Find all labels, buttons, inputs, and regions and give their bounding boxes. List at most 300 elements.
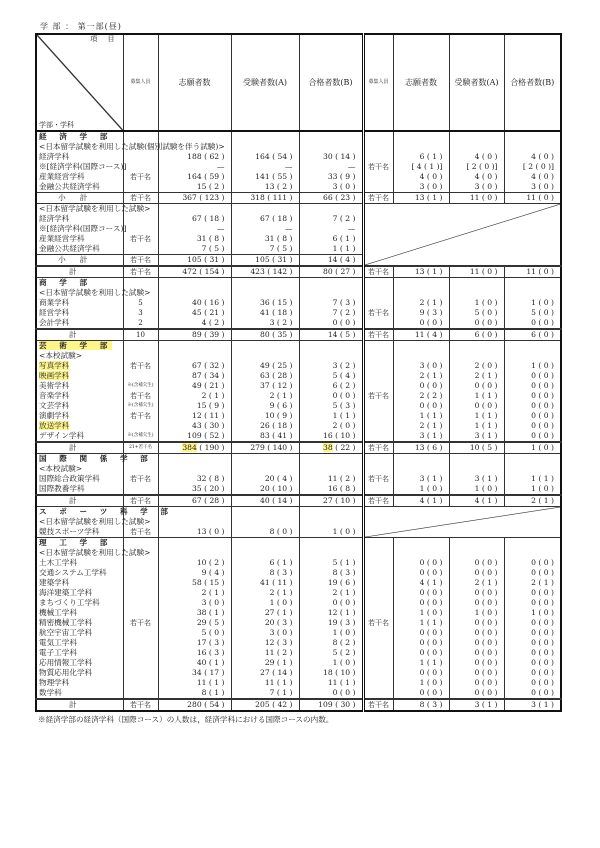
passed-count-2: 1 ( 0 ) bbox=[504, 361, 561, 371]
table-row bbox=[36, 678, 561, 688]
department-name: 計 bbox=[36, 266, 123, 278]
examinees-count-2: 1 ( 1 ) bbox=[449, 411, 504, 421]
passed-count-2: 6 ( 0 ) bbox=[504, 329, 561, 341]
table-row bbox=[36, 588, 561, 598]
examinees-count: 29 ( 1 ) bbox=[231, 658, 299, 668]
applicants-count bbox=[158, 538, 231, 549]
applicants-count: 29 ( 5 ) bbox=[158, 618, 231, 628]
examinees-count-2: 11 ( 0 ) bbox=[449, 193, 504, 204]
header-quota-2: 募集人員 bbox=[363, 34, 393, 131]
applicants-count: 3 ( 0 ) bbox=[158, 598, 231, 608]
quota: 若干名 bbox=[123, 699, 158, 711]
applicants-count: — bbox=[158, 224, 231, 234]
examinees-count-2: 0 ( 0 ) bbox=[449, 568, 504, 578]
quota-2 bbox=[363, 464, 393, 474]
examinees-count: 9 ( 6 ) bbox=[231, 401, 299, 411]
applicants-count-2: 0 ( 0 ) bbox=[393, 568, 449, 578]
department-name: 計 bbox=[36, 495, 123, 507]
passed-count-2: 0 ( 0 ) bbox=[504, 598, 561, 608]
applicants-count: 40 ( 1 ) bbox=[158, 658, 231, 668]
quota-2 bbox=[363, 454, 393, 465]
table-row bbox=[36, 308, 561, 318]
applicants-count: 15 ( 9 ) bbox=[158, 401, 231, 411]
examinees-count-2: 0 ( 0 ) bbox=[449, 318, 504, 329]
quota: 2 bbox=[123, 318, 158, 329]
quota-2 bbox=[363, 648, 393, 658]
examinees-count: 164 ( 54 ) bbox=[231, 152, 299, 162]
passed-count: 19 ( 6 ) bbox=[299, 578, 363, 588]
passed-count: 0 ( 0 ) bbox=[299, 598, 363, 608]
passed-count-2: 0 ( 0 ) bbox=[504, 588, 561, 598]
department-name: 音楽学科 bbox=[36, 391, 123, 401]
faculty-heading-row bbox=[36, 278, 561, 289]
passed-count-2: 1 ( 1 ) bbox=[504, 474, 561, 484]
applicants-count: 67 ( 28 ) bbox=[158, 495, 231, 507]
quota bbox=[123, 608, 158, 618]
applicants-count: 11 ( 1 ) bbox=[158, 678, 231, 688]
passed-count-2 bbox=[504, 464, 561, 474]
quota bbox=[123, 182, 158, 193]
examinees-count-2 bbox=[449, 548, 504, 558]
applicants-count: — bbox=[158, 162, 231, 172]
passed-count: 12 ( 1 ) bbox=[299, 608, 363, 618]
applicants-count bbox=[158, 131, 231, 142]
applicants-count-2: 0 ( 0 ) bbox=[393, 688, 449, 699]
quota bbox=[123, 162, 158, 172]
exam-type-row bbox=[36, 288, 561, 298]
passed-count-2: 0 ( 0 ) bbox=[504, 668, 561, 678]
table-row bbox=[36, 172, 561, 182]
applicants-count-2: 0 ( 0 ) bbox=[393, 638, 449, 648]
examinees-count: 1 ( 0 ) bbox=[231, 598, 299, 608]
examinees-count-2: 10 ( 5 ) bbox=[449, 442, 504, 454]
examinees-count-2 bbox=[449, 351, 504, 361]
applicants-count-2 bbox=[393, 142, 449, 152]
applicants-count: 5 ( 0 ) bbox=[158, 628, 231, 638]
passed-count-2: 0 ( 0 ) bbox=[504, 411, 561, 421]
passed-count: 14 ( 4 ) bbox=[299, 255, 363, 267]
passed-count-2: 0 ( 0 ) bbox=[504, 658, 561, 668]
examinees-count: 318 ( 111 ) bbox=[231, 193, 299, 204]
applicants-count: 367 ( 123 ) bbox=[158, 193, 231, 204]
quota: ※(含補欠生) bbox=[123, 431, 158, 442]
examinees-count-2 bbox=[449, 278, 504, 289]
applicants-count-2 bbox=[393, 288, 449, 298]
header-item-label: 項 目 bbox=[90, 35, 119, 43]
department-name: 産業経営学科 bbox=[36, 172, 123, 182]
passed-count-2: 0 ( 0 ) bbox=[504, 421, 561, 431]
passed-count bbox=[299, 454, 363, 465]
table-row bbox=[36, 558, 561, 568]
passed-count-2 bbox=[504, 131, 561, 142]
passed-count-2 bbox=[504, 538, 561, 549]
passed-count-2: 0 ( 0 ) bbox=[504, 391, 561, 401]
department-name: 国際教養学科 bbox=[36, 484, 123, 495]
quota bbox=[123, 628, 158, 638]
examinees-count bbox=[231, 351, 299, 361]
applicants-count-2: 3 ( 1 ) bbox=[393, 431, 449, 442]
applicants-count-2: 13 ( 6 ) bbox=[393, 442, 449, 454]
applicants-count: 43 ( 30 ) bbox=[158, 421, 231, 431]
passed-count-2: 0 ( 0 ) bbox=[504, 568, 561, 578]
department-name: 国際総合政策学科 bbox=[36, 474, 123, 484]
examinees-count-2: [ 2 ( 0 )] bbox=[449, 162, 504, 172]
examinees-count: 423 ( 142 ) bbox=[231, 266, 299, 278]
department-name: 小計 bbox=[36, 255, 123, 267]
quota: 若干名 bbox=[123, 255, 158, 267]
department-name bbox=[36, 341, 123, 352]
quota-2: 若干名 bbox=[363, 391, 393, 401]
table-row bbox=[36, 628, 561, 638]
applicants-count bbox=[158, 341, 231, 352]
quota: 若干名 bbox=[123, 411, 158, 421]
passed-count-2 bbox=[504, 142, 561, 152]
applicants-count: 4 ( 2 ) bbox=[158, 318, 231, 329]
quota-2 bbox=[363, 401, 393, 411]
passed-count: 1 ( 0 ) bbox=[299, 527, 363, 538]
applicants-count: 472 ( 154 ) bbox=[158, 266, 231, 278]
table-row bbox=[36, 401, 561, 411]
examinees-count: 12 ( 3 ) bbox=[231, 638, 299, 648]
quota-2 bbox=[363, 278, 393, 289]
quota-2: 若干名 bbox=[363, 193, 393, 204]
quota-2 bbox=[363, 568, 393, 578]
examinees-count-2: 1 ( 1 ) bbox=[449, 391, 504, 401]
quota-2 bbox=[363, 638, 393, 648]
applicants-count bbox=[158, 442, 231, 454]
quota bbox=[123, 464, 158, 474]
examinees-count: 20 ( 4 ) bbox=[231, 474, 299, 484]
quota bbox=[123, 421, 158, 431]
applicants-count bbox=[158, 288, 231, 298]
quota-2 bbox=[363, 381, 393, 391]
applicants-count bbox=[158, 548, 231, 558]
subtotal-row bbox=[36, 193, 561, 204]
applicants-count-2: 1 ( 0 ) bbox=[393, 678, 449, 688]
quota-2 bbox=[363, 351, 393, 361]
passed-count: 16 ( 8 ) bbox=[299, 484, 363, 495]
examinees-count-2: 3 ( 1 ) bbox=[449, 474, 504, 484]
quota-2 bbox=[363, 131, 393, 142]
passed-count-2: 0 ( 0 ) bbox=[504, 678, 561, 688]
applicants-count-2: 0 ( 0 ) bbox=[393, 668, 449, 678]
total-row bbox=[36, 442, 561, 454]
examinees-count bbox=[231, 464, 299, 474]
applicants-count: 40 ( 16 ) bbox=[158, 298, 231, 308]
exam-type-row bbox=[36, 548, 561, 558]
applicants-count-2: 3 ( 1 ) bbox=[393, 474, 449, 484]
quota bbox=[123, 658, 158, 668]
highlighted-name: 映画学科 bbox=[39, 371, 70, 380]
total-row bbox=[36, 495, 561, 507]
applicants-count-2 bbox=[393, 131, 449, 142]
quota-2: 若干名 bbox=[363, 495, 393, 507]
examinees-count: 279 ( 140 ) bbox=[231, 442, 299, 454]
department-name: 競技スポーツ学科 bbox=[36, 527, 123, 538]
examinees-count-2: 4 ( 1 ) bbox=[449, 495, 504, 507]
examinees-count: 11 ( 1 ) bbox=[231, 678, 299, 688]
department-name: 計 bbox=[36, 329, 123, 341]
passed-count-2: 0 ( 0 ) bbox=[504, 618, 561, 628]
passed-count-2: 0 ( 0 ) bbox=[504, 401, 561, 411]
diagonal-line bbox=[365, 204, 561, 265]
passed-count-2: 0 ( 0 ) bbox=[504, 688, 561, 699]
passed-count: — bbox=[299, 224, 363, 234]
table-row bbox=[36, 421, 561, 431]
passed-count bbox=[299, 464, 363, 474]
table-row bbox=[36, 688, 561, 699]
highlighted-count: 38 bbox=[322, 443, 333, 452]
passed-count-2: 2 ( 1 ) bbox=[504, 495, 561, 507]
quota-2: 若干名 bbox=[363, 329, 393, 341]
applicants-count-2 bbox=[393, 464, 449, 474]
quota: 若干名 bbox=[123, 495, 158, 507]
applicants-count-2: 4 ( 0 ) bbox=[393, 172, 449, 182]
applicants-count: 15 ( 2 ) bbox=[158, 182, 231, 193]
examinees-count-2: 1 ( 0 ) bbox=[449, 608, 504, 618]
quota-2: 若干名 bbox=[363, 699, 393, 711]
applicants-count bbox=[158, 351, 231, 361]
applicants-count-2: 0 ( 0 ) bbox=[393, 588, 449, 598]
passed-count: 6 ( 2 ) bbox=[299, 381, 363, 391]
examinees-count: 31 ( 8 ) bbox=[231, 234, 299, 244]
applicants-count-2 bbox=[393, 548, 449, 558]
applicants-count bbox=[158, 454, 231, 465]
department-name: 土木工学科 bbox=[36, 558, 123, 568]
department-name: 文芸学科 bbox=[36, 401, 123, 411]
passed-count: 1 ( 1 ) bbox=[299, 244, 363, 255]
header-dept-label: 学部・学科 bbox=[39, 121, 74, 129]
passed-count-2 bbox=[504, 278, 561, 289]
passed-count: 2 ( 1 ) bbox=[299, 588, 363, 598]
quota-2 bbox=[363, 361, 393, 371]
examinees-count-2: 0 ( 0 ) bbox=[449, 401, 504, 411]
applicants-count-2 bbox=[393, 538, 449, 549]
examinees-count: 8 ( 3 ) bbox=[231, 568, 299, 578]
table-row bbox=[36, 182, 561, 193]
header-passed: 合格者数(B) bbox=[299, 34, 363, 131]
passed-count: 8 ( 3 ) bbox=[299, 568, 363, 578]
examinees-count-2 bbox=[449, 538, 504, 549]
department-name: 海洋建築工学科 bbox=[36, 588, 123, 598]
quota: ※(含補欠生) bbox=[123, 401, 158, 411]
passed-count-2: 0 ( 0 ) bbox=[504, 648, 561, 658]
examinees-count: 67 ( 18 ) bbox=[231, 214, 299, 224]
applicants-count-2: 2 ( 1 ) bbox=[393, 421, 449, 431]
applicants-count-2: 1 ( 0 ) bbox=[393, 608, 449, 618]
department-name: 精密機械工学科 bbox=[36, 618, 123, 628]
header-passed-2: 合格者数(B) bbox=[504, 34, 561, 131]
applicants-count-2: 13 ( 1 ) bbox=[393, 193, 449, 204]
quota-2 bbox=[363, 658, 393, 668]
applicants-count-2: 4 ( 1 ) bbox=[393, 578, 449, 588]
applicants-count: 7 ( 5 ) bbox=[158, 244, 231, 255]
examinees-count bbox=[231, 131, 299, 142]
quota-2 bbox=[363, 152, 393, 162]
quota-2: 若干名 bbox=[363, 162, 393, 172]
footnote: ※経済学部の経済学科（国際コース）の人数は，経済学科における国際コースの内数。 bbox=[38, 715, 334, 724]
passed-count-2: 0 ( 0 ) bbox=[504, 638, 561, 648]
applicants-count-2: 1 ( 1 ) bbox=[393, 411, 449, 421]
passed-count-2: 4 ( 0 ) bbox=[504, 152, 561, 162]
department-name: <日本留学試験を利用した試験> bbox=[36, 204, 123, 215]
quota bbox=[123, 214, 158, 224]
passed-count-2: 1 ( 0 ) bbox=[504, 484, 561, 495]
applicants-count-2: 6 ( 1 ) bbox=[393, 152, 449, 162]
passed-count: 8 ( 2 ) bbox=[299, 638, 363, 648]
table-row bbox=[36, 568, 561, 578]
applicants-count: 49 ( 21 ) bbox=[158, 381, 231, 391]
table-row bbox=[36, 668, 561, 678]
examinees-count: 20 ( 3 ) bbox=[231, 618, 299, 628]
passed-count: 27 ( 10 ) bbox=[299, 495, 363, 507]
applicants-count-2: 2 ( 1 ) bbox=[393, 371, 449, 381]
exam-type-row bbox=[36, 142, 561, 152]
passed-count-2: [ 2 ( 0 )] bbox=[504, 162, 561, 172]
quota: 若干名 bbox=[123, 234, 158, 244]
applicants-count-2: 0 ( 0 ) bbox=[393, 401, 449, 411]
examinees-count-2: 0 ( 0 ) bbox=[449, 648, 504, 658]
examinees-count: 40 ( 14 ) bbox=[231, 495, 299, 507]
quota-2 bbox=[363, 411, 393, 421]
applicants-count: 10 ( 2 ) bbox=[158, 558, 231, 568]
quota bbox=[123, 638, 158, 648]
quota bbox=[123, 131, 158, 142]
passed-count-2 bbox=[504, 288, 561, 298]
quota: 3 bbox=[123, 308, 158, 318]
applicants-count: 17 ( 3 ) bbox=[158, 638, 231, 648]
applicants-count: 89 ( 39 ) bbox=[158, 329, 231, 341]
header-quota: 募集人員 bbox=[123, 34, 158, 131]
table-row bbox=[36, 618, 561, 628]
examinees-count: 83 ( 41 ) bbox=[231, 431, 299, 442]
examinees-count: 205 ( 42 ) bbox=[231, 699, 299, 711]
examinees-count-2: 3 ( 0 ) bbox=[449, 182, 504, 193]
department-name: 物質応用化学科 bbox=[36, 668, 123, 678]
applicants-count-2: 11 ( 4 ) bbox=[393, 329, 449, 341]
applicants-count: 9 ( 4 ) bbox=[158, 568, 231, 578]
applicants-count-2: 2 ( 2 ) bbox=[393, 391, 449, 401]
department-name: ※[経済学科(国際コース)] bbox=[36, 162, 123, 172]
passed-count-2 bbox=[504, 351, 561, 361]
passed-count: 3 ( 2 ) bbox=[299, 361, 363, 371]
department-name: <日本留学試験を利用した試験> bbox=[36, 517, 123, 527]
applicants-count-2: 1 ( 1 ) bbox=[393, 618, 449, 628]
examinees-count bbox=[231, 454, 299, 465]
department-name: 金融公共経済学科 bbox=[36, 182, 123, 193]
examinees-count-2 bbox=[449, 464, 504, 474]
passed-count bbox=[299, 351, 363, 361]
department-name: 経 済 学 部 bbox=[36, 131, 123, 142]
examinees-count-2: 4 ( 0 ) bbox=[449, 152, 504, 162]
document-body bbox=[35, 33, 560, 725]
diagonal-line bbox=[365, 507, 561, 537]
quota: ※(含補欠生) bbox=[123, 381, 158, 391]
examinees-count-2 bbox=[449, 341, 504, 352]
passed-count-2: 11 ( 0 ) bbox=[504, 266, 561, 278]
department-name: <日本留学試験を利用した試験> bbox=[36, 548, 123, 558]
passed-count: 11 ( 1 ) bbox=[299, 678, 363, 688]
applicants-count-2: 3 ( 0 ) bbox=[393, 182, 449, 193]
quota-2 bbox=[363, 608, 393, 618]
department-name: <本校試験> bbox=[36, 351, 123, 361]
table-row bbox=[36, 431, 561, 442]
department-name: デザイン学科 bbox=[36, 431, 123, 442]
admission-statistics-table bbox=[35, 33, 562, 712]
table-row bbox=[36, 484, 561, 495]
header-row bbox=[36, 34, 561, 131]
count-detail: ( 190 ) bbox=[196, 443, 225, 452]
department-name: 交通システム工学科 bbox=[36, 568, 123, 578]
passed-count: 19 ( 3 ) bbox=[299, 618, 363, 628]
examinees-count bbox=[231, 288, 299, 298]
quota bbox=[123, 224, 158, 234]
passed-count-2: 3 ( 1 ) bbox=[504, 699, 561, 711]
applicants-count: 105 ( 31 ) bbox=[158, 255, 231, 267]
department-name: 美術学科 bbox=[36, 381, 123, 391]
quota bbox=[123, 538, 158, 549]
examinees-count-2: 1 ( 0 ) bbox=[449, 298, 504, 308]
examinees-count-2: 0 ( 0 ) bbox=[449, 588, 504, 598]
department-name: <本校試験> bbox=[36, 464, 123, 474]
department-name: 計 bbox=[36, 699, 123, 711]
quota: 21+若干名 bbox=[123, 442, 158, 454]
count-detail: ( 22 ) bbox=[332, 443, 356, 452]
applicants-count: 35 ( 20 ) bbox=[158, 484, 231, 495]
department-name bbox=[36, 421, 123, 431]
applicants-count: 32 ( 8 ) bbox=[158, 474, 231, 484]
table-row bbox=[36, 474, 561, 484]
examinees-count-2: 2 ( 0 ) bbox=[449, 361, 504, 371]
department-name: 物理学科 bbox=[36, 678, 123, 688]
quota-2 bbox=[363, 578, 393, 588]
department-name: <日本留学試験を利用した試験(個別試験を伴う試験)> bbox=[36, 142, 123, 152]
department-name: 小計 bbox=[36, 193, 123, 204]
examinees-count-2 bbox=[449, 454, 504, 465]
passed-count: 14 ( 5 ) bbox=[299, 329, 363, 341]
passed-count-2: 1 ( 0 ) bbox=[504, 442, 561, 454]
department-name: 理 工 学 部 bbox=[36, 538, 123, 549]
applicants-count-2: [ 4 ( 1 )] bbox=[393, 162, 449, 172]
applicants-count-2 bbox=[393, 351, 449, 361]
department-name: 商業学科 bbox=[36, 298, 123, 308]
applicants-count: 87 ( 34 ) bbox=[158, 371, 231, 381]
table-row bbox=[36, 162, 561, 172]
passed-count-2 bbox=[504, 341, 561, 352]
department-name: 航空宇宙工学科 bbox=[36, 628, 123, 638]
header-examinees-2: 受験者数(A) bbox=[449, 34, 504, 131]
table-row bbox=[36, 638, 561, 648]
passed-count: 5 ( 2 ) bbox=[299, 648, 363, 658]
quota bbox=[123, 648, 158, 658]
passed-count-2: 5 ( 0 ) bbox=[504, 308, 561, 318]
examinees-count bbox=[231, 204, 299, 215]
quota bbox=[123, 668, 158, 678]
examinees-count: 3 ( 0 ) bbox=[231, 628, 299, 638]
department-name: 機械工学科 bbox=[36, 608, 123, 618]
department-name: まちづくり工学科 bbox=[36, 598, 123, 608]
examinees-count-2: 2 ( 1 ) bbox=[449, 371, 504, 381]
department-name: 会計学科 bbox=[36, 318, 123, 329]
examinees-count: 7 ( 1 ) bbox=[231, 688, 299, 699]
passed-count bbox=[299, 507, 363, 518]
quota: 5 bbox=[123, 298, 158, 308]
passed-count: 1 ( 1 ) bbox=[299, 411, 363, 421]
passed-count-2 bbox=[504, 454, 561, 465]
applicants-count: 8 ( 1 ) bbox=[158, 688, 231, 699]
quota: 若干名 bbox=[123, 618, 158, 628]
table-row bbox=[36, 648, 561, 658]
